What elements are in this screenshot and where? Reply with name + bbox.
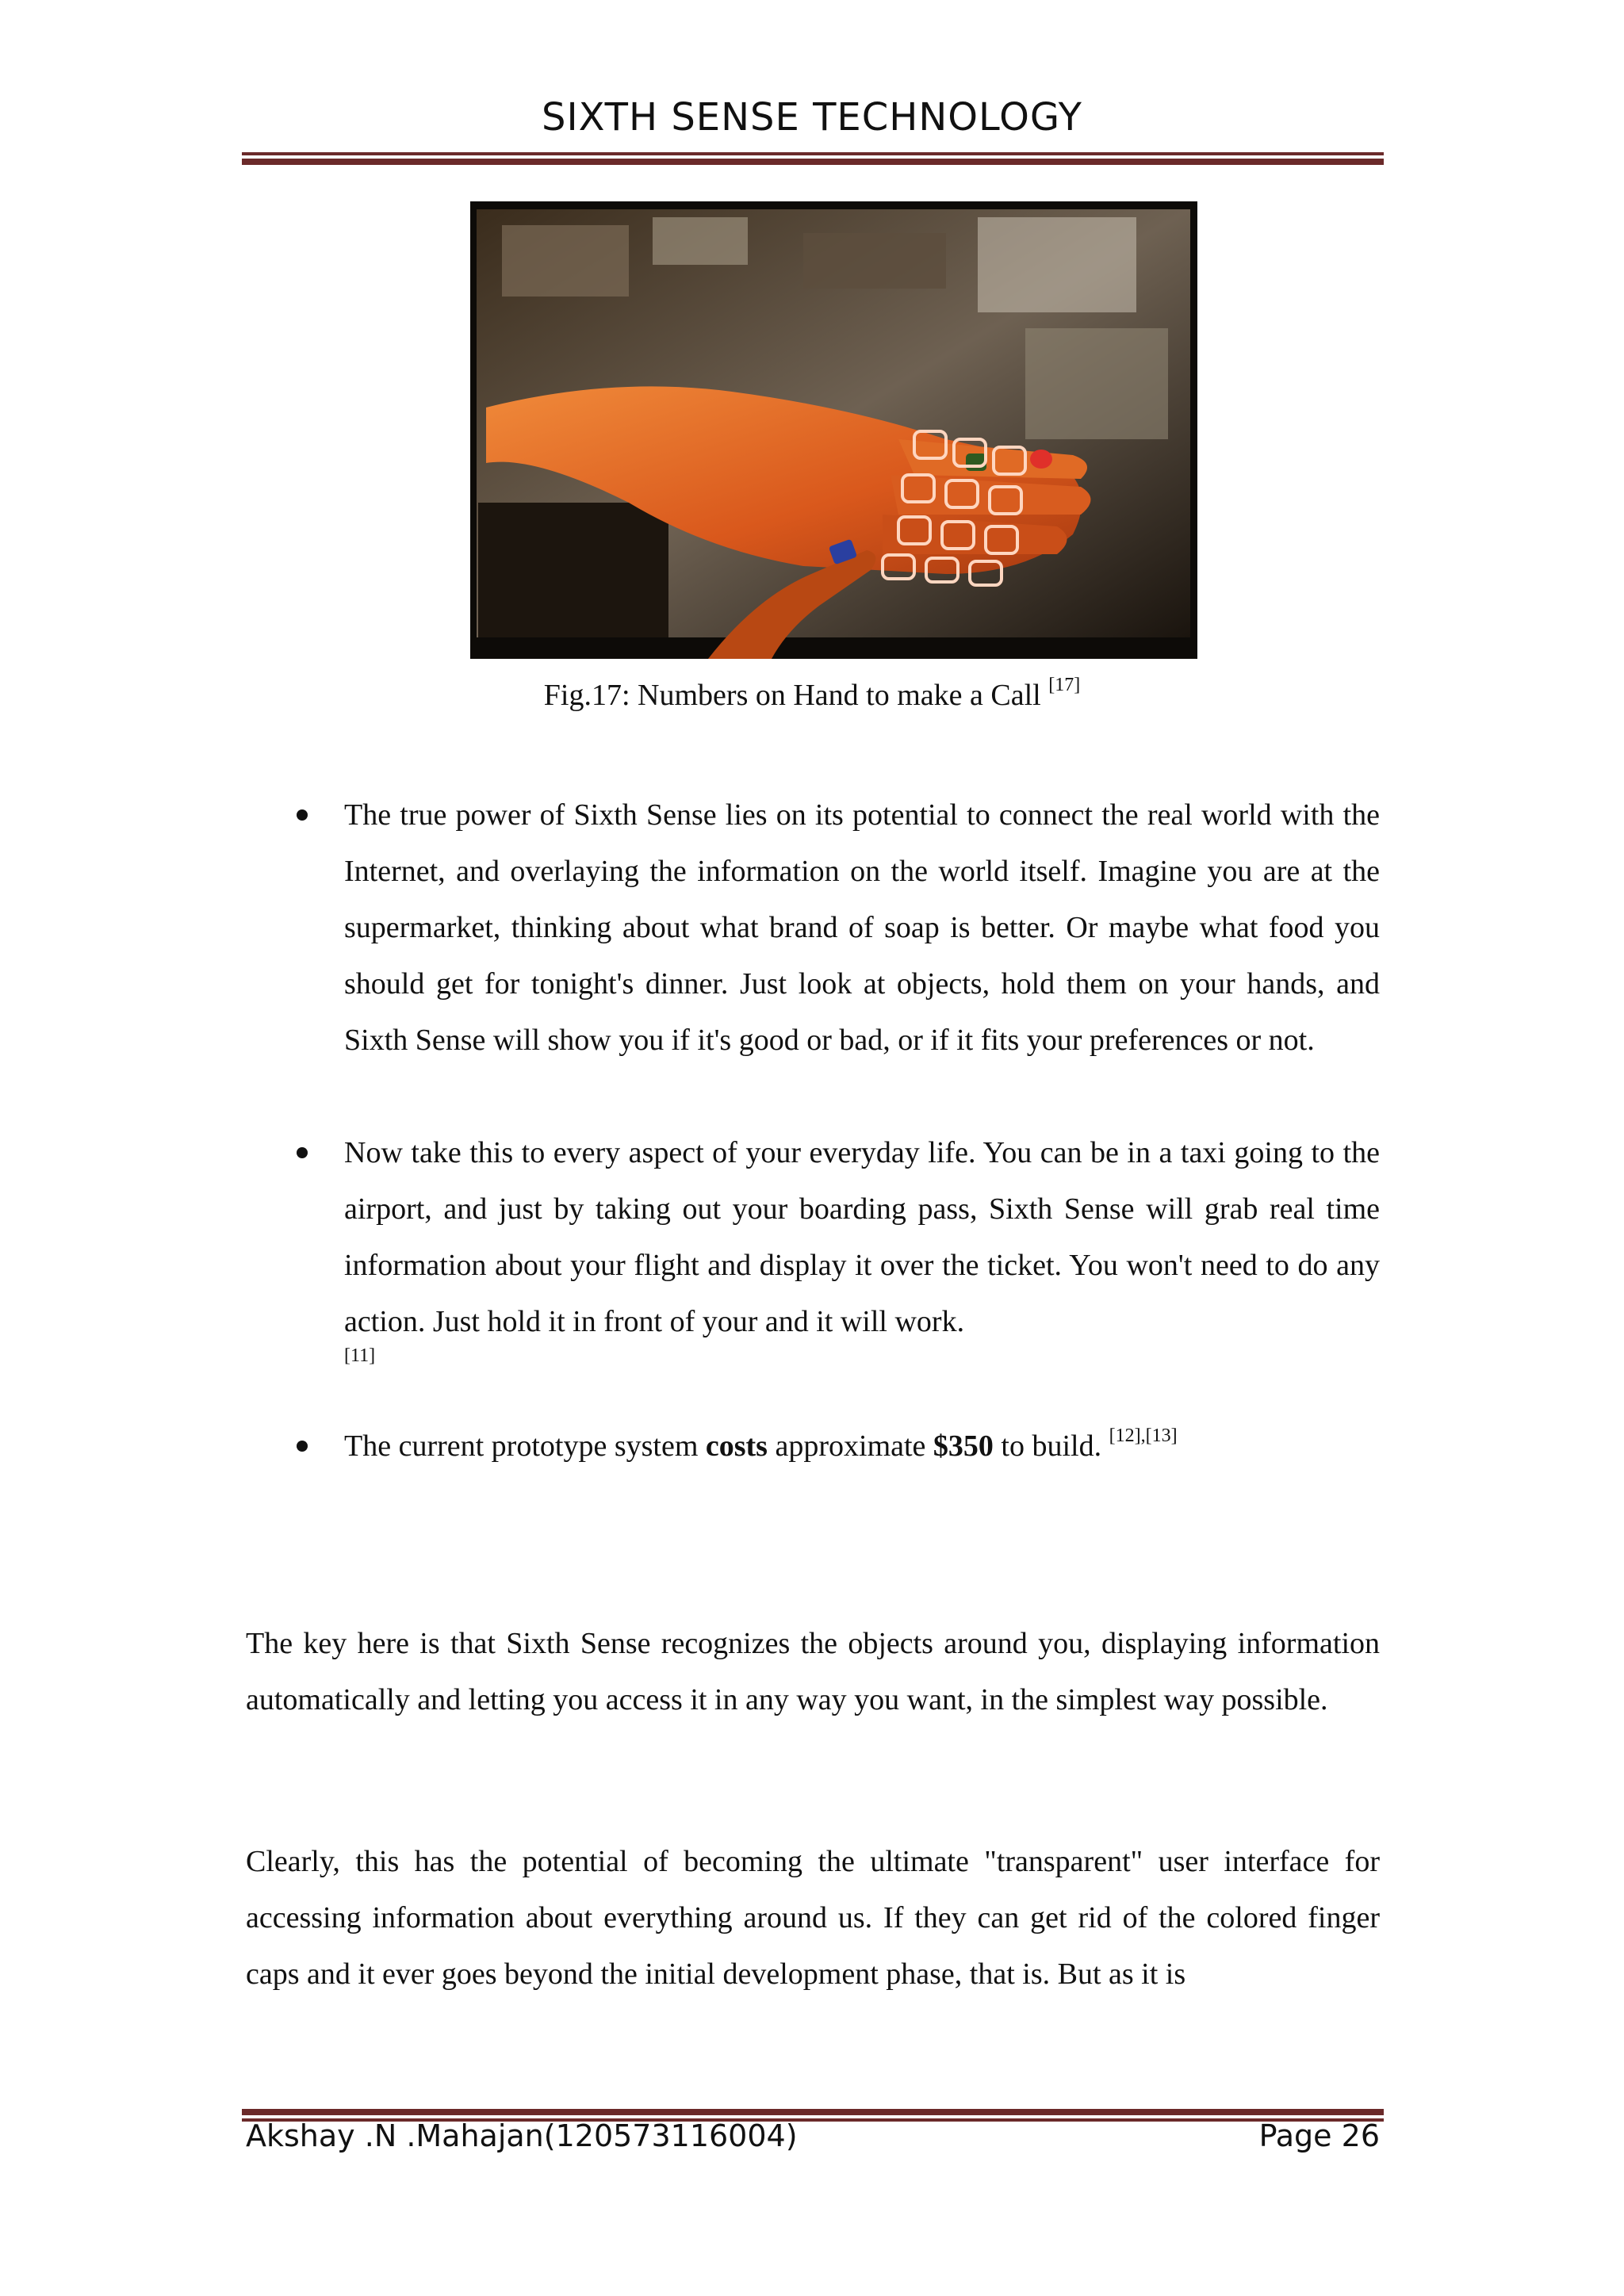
bullet-list xyxy=(285,787,1380,1475)
bullet-item xyxy=(285,1418,1380,1475)
page-header-title: SIXTH SENSE TECHNOLOGY xyxy=(542,95,1082,140)
bullet-text: Now take this to every aspect of your everyday life. You can be in a taxi going to the airport, and just by taking out your boarding pass, Sixth Sense will grab real time information about your flight and display it over the ticket. You won't need to do any action. Just hold it in front of your and it will work. xyxy=(344,1136,1380,1338)
bullet-dot-icon xyxy=(297,1441,308,1452)
body-paragraph: Clearly, this has the potential of becoming the ultimate "transparent" user interface for accessing information about everything around us. If they can get rid of the colored finger caps and it ever goes beyond the initial development phase, that is. But as it is xyxy=(246,1845,1380,1991)
bullet-item xyxy=(285,1125,1380,1368)
page-footer xyxy=(246,2118,1380,2153)
bullet-text-post: to build. xyxy=(993,1429,1102,1463)
bullet-dot-icon xyxy=(297,809,308,821)
bullet-dot-icon xyxy=(297,1147,308,1158)
bullet-item xyxy=(285,787,1380,1069)
bullet-reference: [11] xyxy=(344,1345,376,1366)
figure-caption-ref: [17] xyxy=(1048,675,1081,695)
figure-caption-text: Fig.17: Numbers on Hand to make a Call xyxy=(543,679,1041,712)
footer-author: Akshay .N .Mahajan(120573116004) xyxy=(246,2118,798,2153)
body-paragraph: The key here is that Sixth Sense recognizes the objects around you, displaying information automatically and letting you access it in any way you want, in the simplest way possible. xyxy=(246,1627,1380,1716)
bullet-reference: [12],[13] xyxy=(1109,1425,1178,1446)
bullet-bold-costs: costs xyxy=(705,1429,768,1463)
bullet-bold-price: $350 xyxy=(933,1429,994,1463)
header-rule xyxy=(242,152,1384,165)
hand-keypad-illustration xyxy=(470,201,1197,659)
footer-page-number: Page 26 xyxy=(1258,2118,1380,2153)
figure-hand-keypad-photo xyxy=(470,201,1197,659)
figure-caption xyxy=(0,675,1624,713)
bullet-text-mid: approximate xyxy=(767,1429,933,1463)
bullet-text: The true power of Sixth Sense lies on its potential to connect the real world with the Internet, and overlaying the information on the world itself. Imagine you are at the supermarket, thinking about what brand of soap is better. Or maybe what food you should get for tonight's dinner. Just look at objects, hold them on your hands, and Sixth Sense will show you if it's good or bad, or if it fits your preferences or not. xyxy=(344,798,1380,1057)
bullet-text-pre: The current prototype system xyxy=(344,1429,706,1463)
